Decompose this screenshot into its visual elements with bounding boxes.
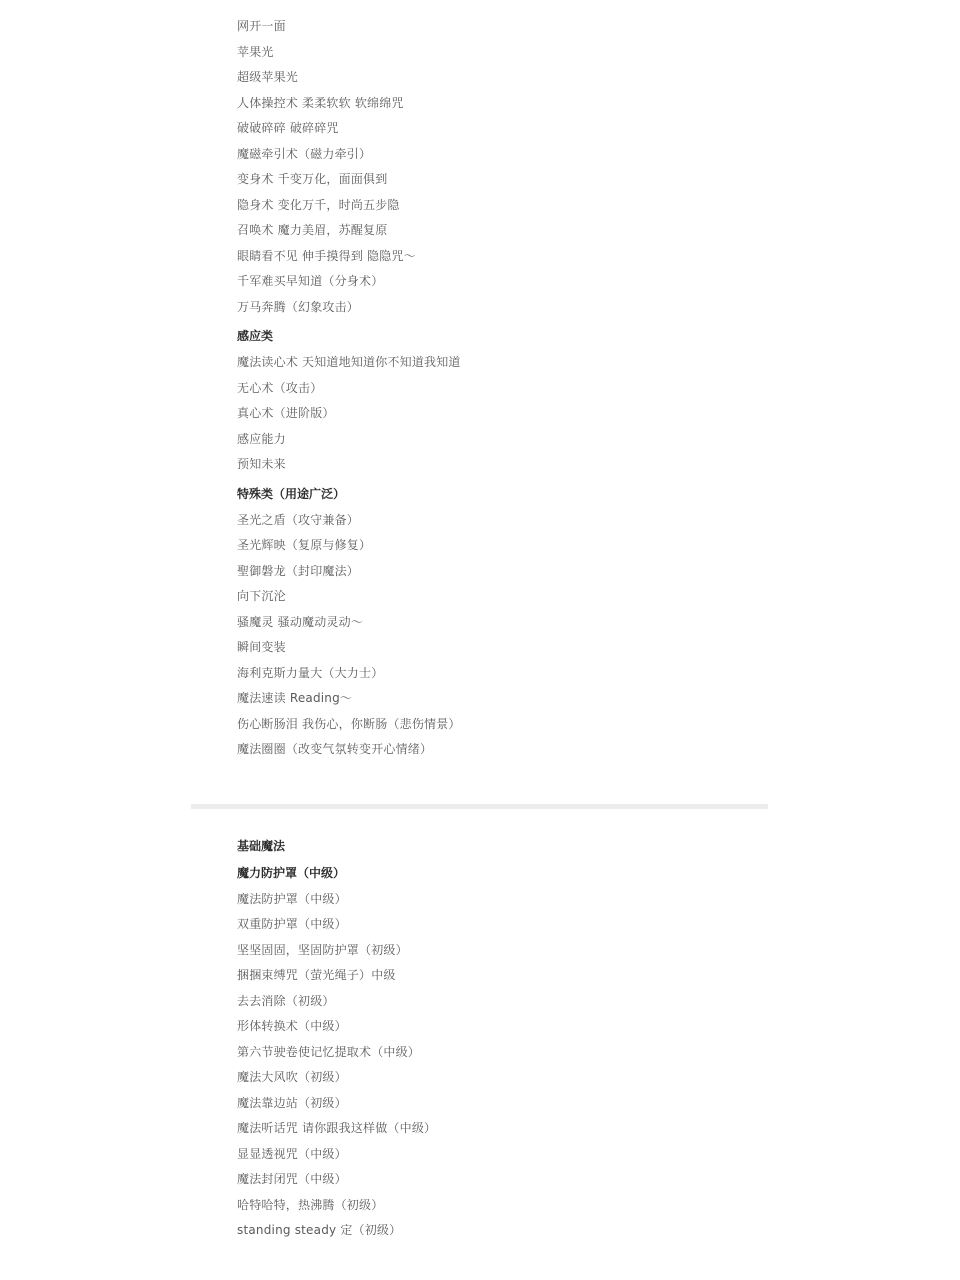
list-item: 超级苹果光: [237, 70, 299, 84]
spell-group-basic: [237, 887, 797, 1244]
section-divider: [191, 804, 768, 809]
list-item: 召唤术 魔力美眉，苏醒复原: [237, 223, 388, 237]
list-item: 预知未来: [237, 457, 286, 471]
list-item: 千军难买早知道（分身术）: [237, 274, 384, 288]
list-item: 魔法靠边站（初级）: [237, 1095, 347, 1110]
spell-group-special: [237, 508, 797, 763]
section-heading-sense: 感应类: [237, 329, 274, 343]
section-heading-shield: 魔力防护罩（中级）: [237, 866, 346, 880]
list-item: 人体操控术 柔柔软软 软绵绵咒: [237, 95, 404, 110]
spell-list-section-1: [237, 14, 797, 763]
list-item: 显显透视咒（中级）: [237, 1146, 347, 1161]
list-item: 魔法封闭咒（中级）: [237, 1172, 347, 1186]
list-item: 魔法圈圈（改变气氛转变开心情绪）: [237, 742, 433, 756]
section-heading-basic: 基础魔法: [237, 839, 286, 853]
list-item: 隐身术 变化万千，时尚五步隐: [237, 197, 400, 212]
list-item: 无心术（攻击）: [237, 380, 323, 395]
list-item: standing steady 定（初级）: [237, 1223, 402, 1237]
list-item: 魔法防护罩（中级）: [237, 891, 347, 906]
list-item: 破破碎碎 破碎碎咒: [237, 121, 339, 135]
list-item: 魔法读心术 天知道地知道你不知道我知道: [237, 355, 461, 369]
list-item: 向下沉沦: [237, 589, 286, 603]
list-item: 坚坚固固，坚固防护罩（初级）: [237, 942, 408, 957]
section-heading-special: 特殊类（用途广泛）: [237, 486, 346, 501]
list-item: 双重防护罩（中级）: [237, 917, 347, 931]
list-item: 聖御磐龙（封印魔法）: [237, 563, 360, 578]
list-item: 真心术（进阶版）: [237, 406, 335, 420]
list-item: 骚魔灵 骚动魔动灵动～: [237, 614, 364, 629]
list-item: 捆捆束缚咒（萤光绳子）中级: [237, 968, 396, 982]
list-item: 伤心断肠泪 我伤心，你断肠（悲伤情景）: [237, 716, 461, 731]
list-item: 魔法听话咒 请你跟我这样做（中级）: [237, 1121, 437, 1135]
list-item: 第六节驶卷使记忆提取术（中级）: [237, 1044, 421, 1059]
list-item: 去去消除（初级）: [237, 993, 335, 1008]
list-item: 苹果光: [237, 44, 274, 59]
list-item: 哈特哈特，热沸腾（初级）: [237, 1197, 384, 1212]
list-item: 瞬间变装: [237, 640, 286, 654]
spell-group-misc: [237, 14, 797, 320]
list-item: 魔磁牵引术（磁力牵引）: [237, 146, 372, 161]
list-item: 圣光之盾（攻守兼备）: [237, 512, 360, 527]
list-item: 网开一面: [237, 19, 286, 33]
list-item: 万马奔腾（幻象攻击）: [237, 299, 360, 314]
list-item: 眼睛看不见 伸手摸得到 隐隐咒～: [237, 248, 416, 263]
list-item: 感应能力: [237, 431, 286, 446]
list-item: 形体转换术（中级）: [237, 1019, 347, 1033]
spell-list-section-2: [237, 834, 797, 1244]
list-item: 魔法大风吹（初级）: [237, 1070, 347, 1084]
list-item: 变身术 千变万化，面面俱到: [237, 172, 388, 186]
list-item: 海利克斯力量大（大力士）: [237, 665, 384, 680]
list-item: 魔法速读 Reading～: [237, 691, 353, 705]
spell-group-sense: [237, 350, 797, 478]
list-item: 圣光辉映（复原与修复）: [237, 538, 372, 552]
